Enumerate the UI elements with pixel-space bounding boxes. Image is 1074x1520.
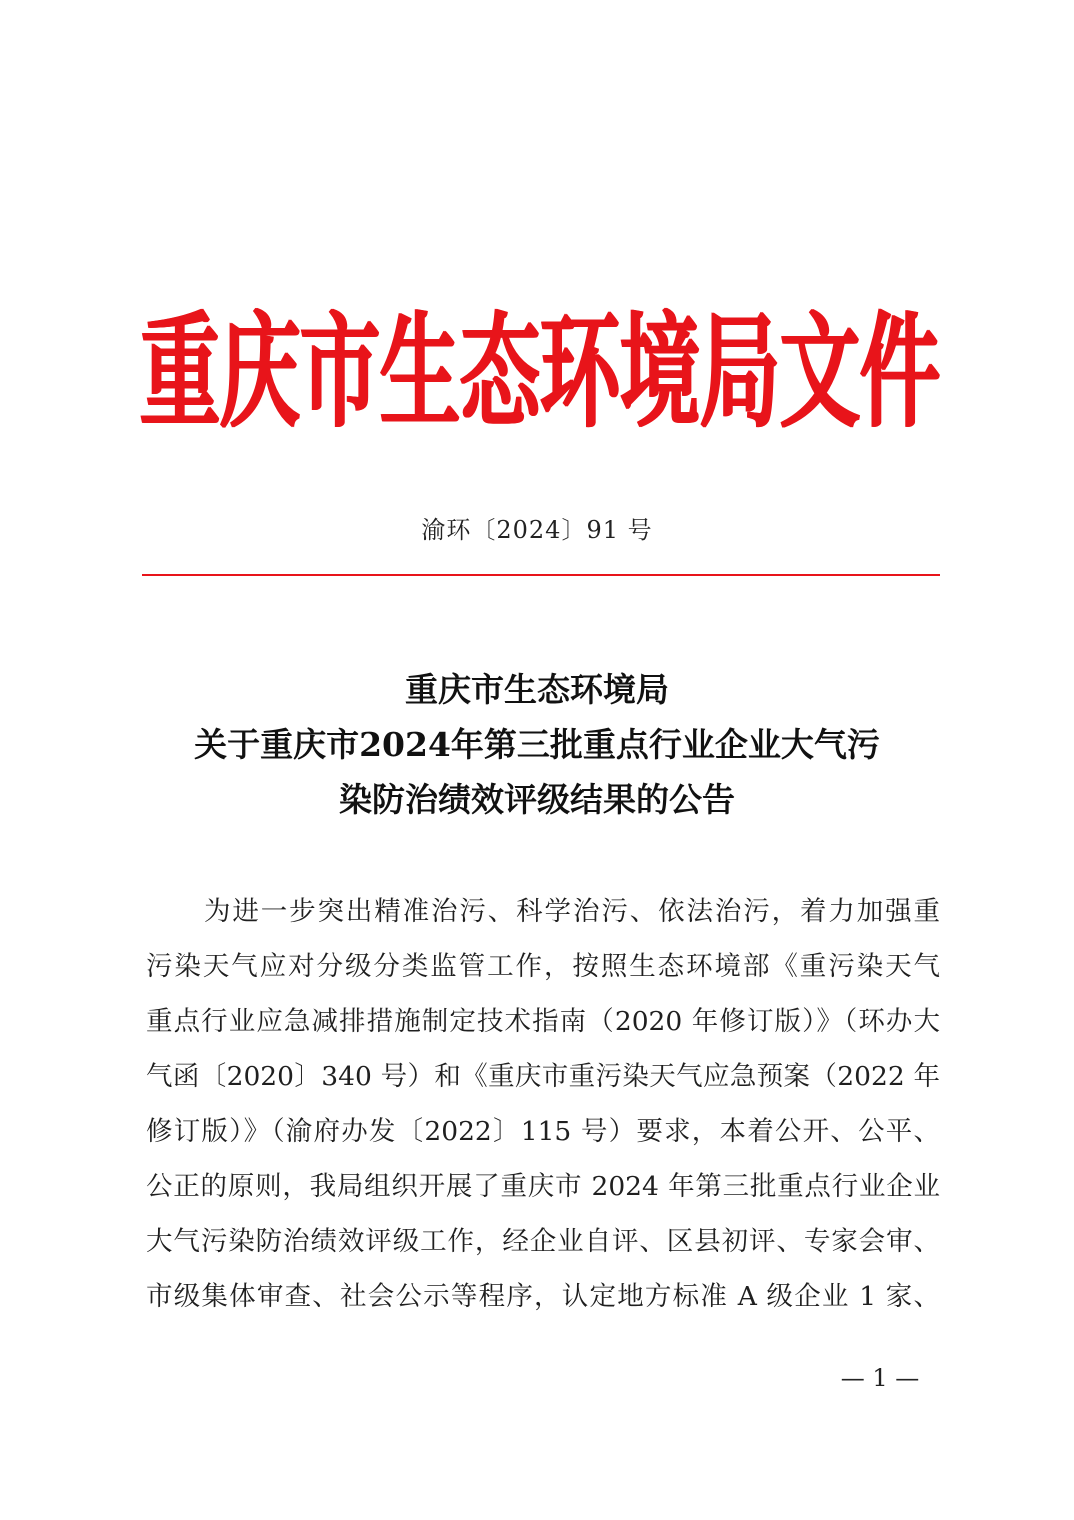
body-line: 市级集体审查、社会公示等程序，认定地方标准 A 级企业 1 家、 xyxy=(146,1281,940,1312)
heading-char: 重 xyxy=(140,299,220,444)
body-paragraph xyxy=(146,884,940,1324)
title-line: 关于重庆市2024年第三批重点行业企业大气污 xyxy=(194,725,880,764)
document-number: 渝环〔2024〕91 号 xyxy=(421,516,653,544)
heading-char: 庆 xyxy=(220,299,300,444)
title-line: 染防治绩效评级结果的公告 xyxy=(339,780,735,819)
heading-char: 态 xyxy=(460,299,540,444)
red-separator-line xyxy=(142,574,940,576)
document-title xyxy=(130,662,944,827)
body-line: 大气污染防治绩效评级工作，经企业自评、区县初评、专家会审、 xyxy=(146,1226,940,1257)
body-line: 修订版）》（渝府办发〔2022〕115 号）要求，本着公开、公平、 xyxy=(146,1116,940,1147)
heading-char: 市 xyxy=(300,299,380,444)
page-number: — 1 — xyxy=(840,1364,920,1392)
heading-char: 生 xyxy=(380,299,460,444)
body-line: 气函〔2020〕340 号）和《重庆市重污染天气应急预案（2022 年 xyxy=(146,1061,940,1092)
body-line: 公正的原则，我局组织开展了重庆市 2024 年第三批重点行业企业 xyxy=(146,1171,940,1202)
heading-char: 文 xyxy=(780,299,860,444)
heading-char: 环 xyxy=(540,299,620,444)
body-line: 为进一步突出精准治污、科学治污、依法治污，着力加强重 xyxy=(204,896,940,927)
title-line: 重庆市生态环境局 xyxy=(405,670,669,709)
heading-char: 境 xyxy=(620,299,700,444)
heading-char: 件 xyxy=(860,299,940,444)
heading-char: 局 xyxy=(700,299,780,444)
body-line: 污染天气应对分级分类监管工作，按照生态环境部《重污染天气 xyxy=(146,951,940,982)
issuer-heading xyxy=(140,300,940,445)
body-line: 重点行业应急减排措施制定技术指南（2020 年修订版）》（环办大 xyxy=(146,1006,940,1037)
